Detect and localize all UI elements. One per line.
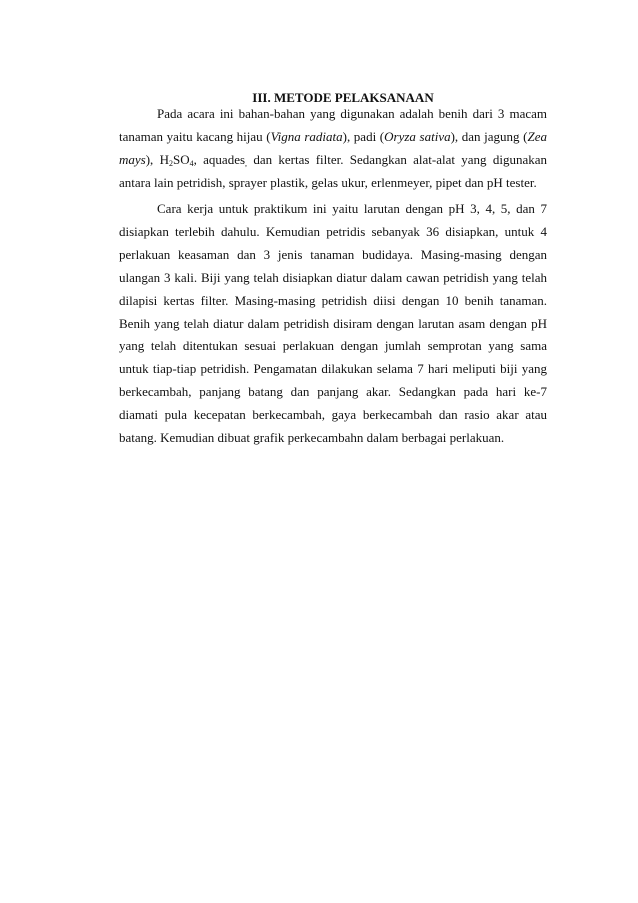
paragraph-line: antara lain petridish, sprayer plastik, gelas ukur, erlenmeyer, pipet dan pH tester. (119, 174, 537, 190)
paragraph-line: mays), $H_2SO_4$, aquades$_,$ dan kertas filter. Sedangkan alat-alat yang digunakan (119, 151, 547, 168)
paragraph-procedure (119, 198, 547, 450)
paragraph-line: yang telah ditentukan sesuai perlakuan dengan jumlah semprotan yang sama (119, 338, 547, 354)
paragraph-line: Benih yang telah diatur dalam petridish disiram dengan larutan asam dengan pH (119, 315, 547, 331)
paragraph-line: diamati pula kecepatan berkecambah, gaya berkecambah dan rasio akar atau (119, 407, 547, 423)
paragraph-line: berkecambah, panjang batang dan panjang akar. Sedangkan pada hari ke-7 (119, 384, 547, 400)
paragraph-line: untuk tiap-tiap petridish. Pengamatan dilakukan selama 7 hari meliputi biji yang (119, 361, 547, 377)
species-name: mays (119, 151, 146, 167)
paragraph-line: Cara kerja untuk praktikum ini yaitu larutan dengan pH 3, 4, 5, dan 7 (157, 201, 547, 216)
paragraph-materials (119, 103, 547, 195)
paragraph-line: tanaman yaitu kacang hijau (Vigna radiata), padi (Oryza sativa), dan jagung (Zea (119, 128, 547, 144)
paragraph-line: dilapisi kertas filter. Masing-masing petridish diisi dengan 10 benih tanaman. (119, 292, 547, 308)
paragraph-line: Pada acara ini bahan-bahan yang digunakan adalah benih dari 3 macam (157, 106, 547, 121)
paragraph-line: ulangan 3 kali. Biji yang telah disiapkan diatur dalam cawan petridish yang telah (119, 269, 547, 285)
section-heading: III. METODE PELAKSANAAN (252, 90, 434, 105)
paragraph-line: batang. Kemudian dibuat grafik perkecambahn dalam berbagai perlakuan. (119, 430, 505, 446)
paragraph-line: disiapkan terlebih dahulu. Kemudian petridis sebanyak 36 disiapkan, untuk 4 (119, 223, 547, 239)
species-name: Zea (527, 128, 547, 144)
species-name: Vigna radiata (270, 128, 343, 144)
species-name: Oryza sativa (384, 128, 451, 144)
paragraph-line: perlakuan keasaman dan 3 jenis tanaman budidaya. Masing-masing dengan (119, 246, 547, 262)
